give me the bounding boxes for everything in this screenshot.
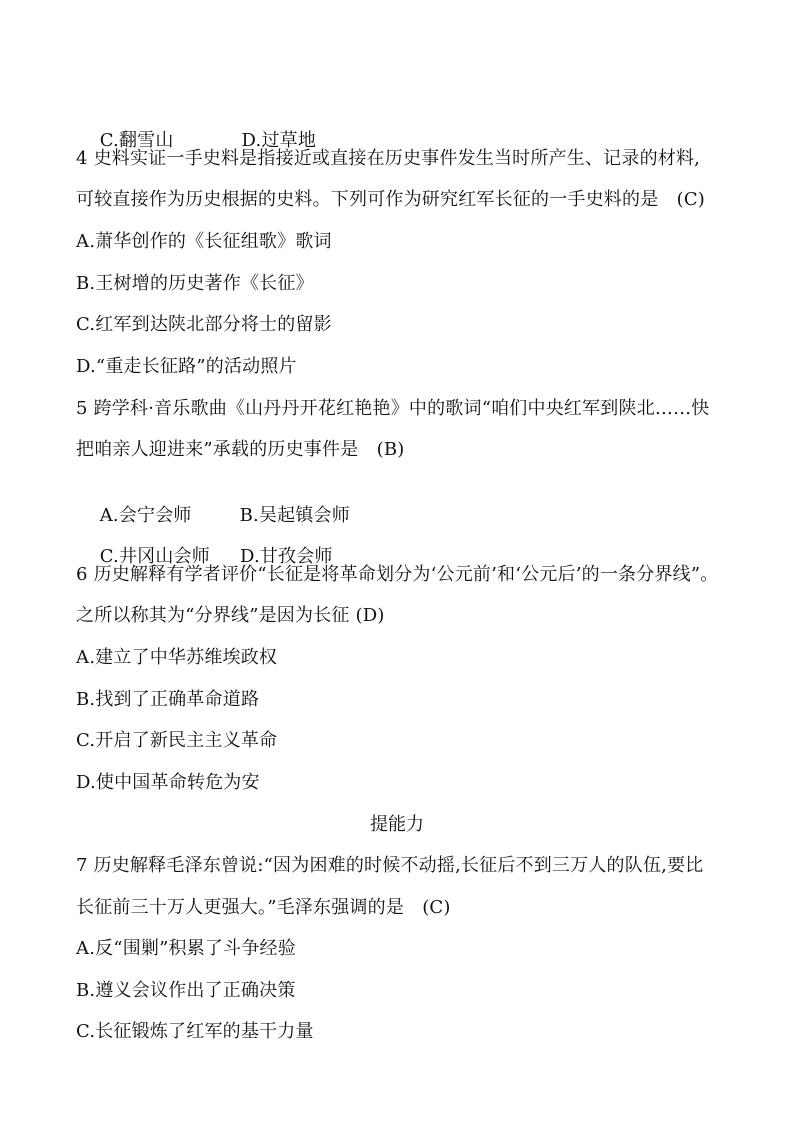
q5-stem-line-2: 把咱亲人迎进来”承载的历史事件是 (B) xyxy=(76,439,405,460)
section-title: 提能力 xyxy=(370,814,424,835)
q7-stem-line-2: 长征前三十万人更强大。”毛泽东强调的是 (C) xyxy=(76,897,451,918)
q6-stem-line-1: 6 历史解释有学者评价“长征是将革命划分为‘公元前’和‘公元后’的一条分界线”。 xyxy=(76,564,719,585)
q3-option-d: D.过草地 xyxy=(241,130,317,151)
q7-stem-line-1: 7 历史解释毛泽东曾说:“因为困难的时候不动摇,长征后不到三万人的队伍,要比 xyxy=(76,855,704,876)
q6-option-a: A.建立了中华苏维埃政权 xyxy=(76,647,278,668)
q6-option-b: B.找到了正确革命道路 xyxy=(76,689,260,710)
q7-option-b: B.遵义会议作出了正确决策 xyxy=(76,980,296,1001)
q4-option-b: B.王树增的历史著作《长征》 xyxy=(76,273,314,294)
q5-stem-line-1: 5 跨学科·音乐歌曲《山丹丹开花红艳艳》中的歌词“咱们中央红军到陕北……快 xyxy=(76,398,710,419)
q6-stem-line-2: 之所以称其为“分界线”是因为长征 (D) xyxy=(76,605,385,626)
q4-stem-line-2: 可较直接作为历史根据的史料。下列可作为研究红军长征的一手史料的是 (C) xyxy=(76,189,706,210)
q4-option-d: D.“重走长征路”的活动照片 xyxy=(76,356,297,377)
q6-option-c: C.开启了新民主主义革命 xyxy=(76,730,278,751)
q3-option-c: C.翻雪山 xyxy=(99,130,174,151)
q4-option-a: A.萧华创作的《长征组歌》歌词 xyxy=(76,231,332,252)
q6-option-d: D.使中国革命转危为安 xyxy=(76,772,260,793)
q7-option-a: A.反“围剿”积累了斗争经验 xyxy=(76,938,296,959)
q4-option-c: C.红军到达陕北部分将士的留影 xyxy=(76,314,332,335)
q4-stem-line-1: 4 史料实证一手史料是指接近或直接在历史事件发生当时所产生、记录的材料, xyxy=(76,148,701,169)
q5-option-b: B.吴起镇会师 xyxy=(239,505,350,526)
q5-option-d: D.甘孜会师 xyxy=(239,546,333,567)
q7-option-c: C.长征锻炼了红军的基干力量 xyxy=(76,1021,314,1042)
q5-option-a: A.会宁会师 xyxy=(99,505,192,526)
q5-option-c: C.井冈山会师 xyxy=(99,546,210,567)
